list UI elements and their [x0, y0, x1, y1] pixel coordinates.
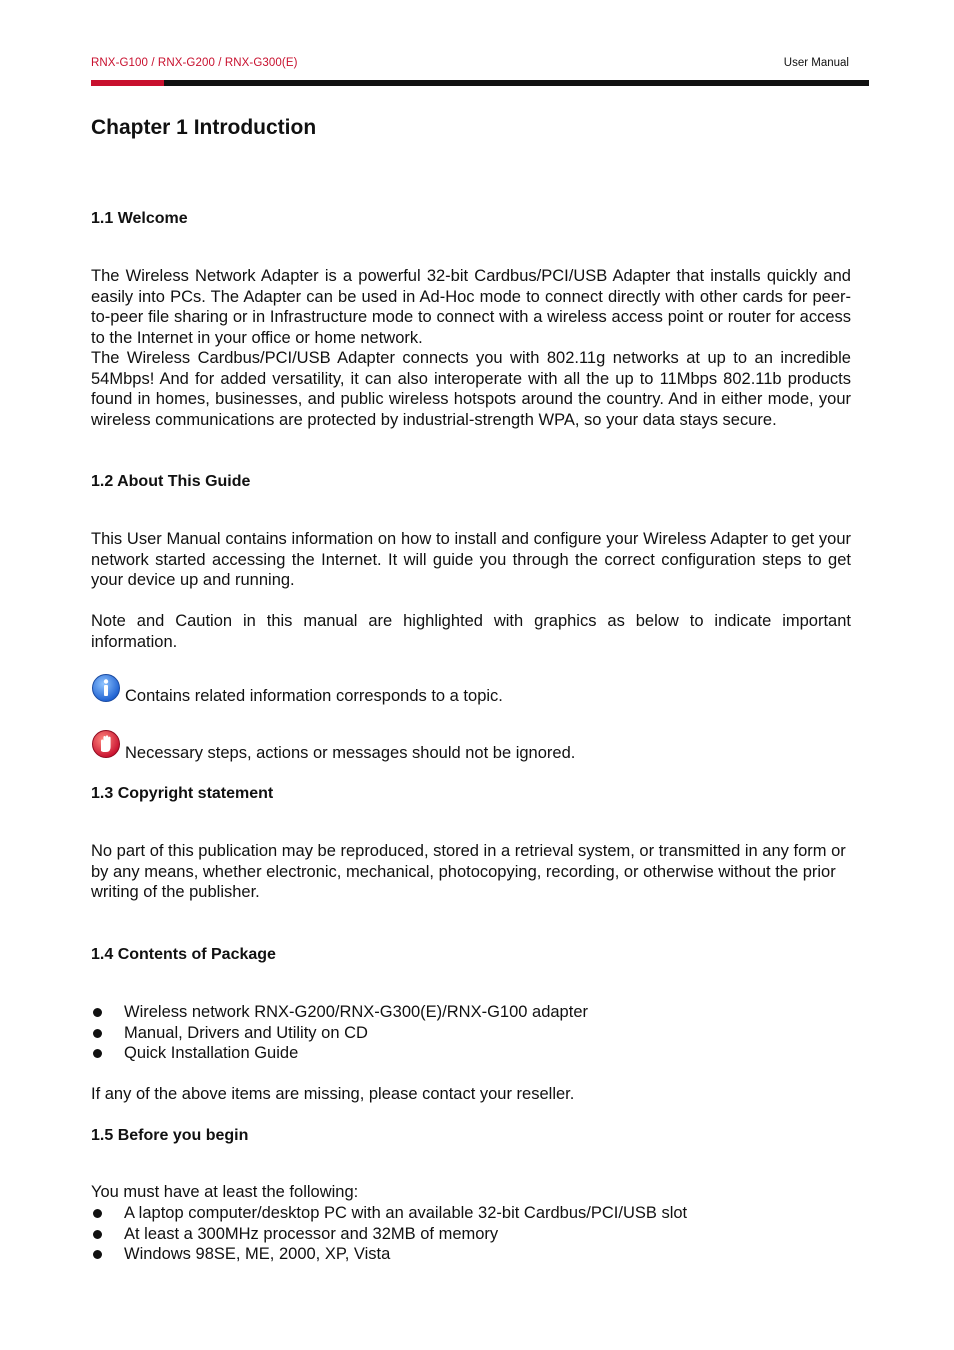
note-line — [91, 673, 851, 705]
list-item-text: Windows 98SE, ME, 2000, XP, Vista — [124, 1245, 391, 1264]
header-rule — [91, 80, 869, 86]
bullet-icon — [93, 1029, 102, 1038]
bullet-icon — [93, 1230, 102, 1239]
section-heading-welcome: 1.1 Welcome — [91, 210, 188, 227]
header-rule-accent — [91, 80, 164, 86]
caution-line — [91, 729, 851, 761]
list-item-text: Manual, Drivers and Utility on CD — [124, 1023, 368, 1042]
list-item — [91, 1002, 851, 1023]
section-heading-package: 1.4 Contents of Package — [91, 946, 276, 963]
chapter-title: Chapter 1 Introduction — [91, 116, 317, 139]
list-item — [91, 1203, 851, 1224]
bullet-icon — [93, 1049, 102, 1058]
bullet-icon — [93, 1209, 102, 1218]
header-model-names: RNX-G100 / RNX-G200 / RNX-G300(E) — [91, 57, 298, 69]
list-item-text: Quick Installation Guide — [124, 1044, 299, 1063]
requirements-list — [91, 1203, 851, 1265]
list-item-text: At least a 300MHz processor and 32MB of memory — [124, 1224, 499, 1243]
section-heading-before: 1.5 Before you begin — [91, 1127, 249, 1144]
about-paragraph-1: This User Manual contains information on how to install and configure your Wireless Adapter to get your network started accessing the Internet. It will guide you through the correct configuration steps to get your device up and running. — [91, 530, 851, 590]
bullet-icon — [93, 1250, 102, 1259]
about-paragraph-2: Note and Caution in this manual are highlighted with graphics as below to indicate important information. — [91, 612, 851, 651]
list-item-text: Wireless network RNX-G200/RNX-G300(E)/RNX-G100 adapter — [124, 1003, 588, 1021]
info-icon — [91, 673, 121, 703]
package-missing-note: If any of the above items are missing, please contact your reseller. — [91, 1085, 575, 1103]
package-list — [91, 1002, 851, 1064]
caution-text: Necessary steps, actions or messages should not be ignored. — [125, 744, 576, 762]
list-item — [91, 1244, 851, 1265]
list-item-text: A laptop computer/desktop PC with an available 32-bit Cardbus/PCI/USB slot — [124, 1204, 688, 1222]
section-heading-copyright: 1.3 Copyright statement — [91, 785, 274, 802]
list-item — [91, 1224, 851, 1245]
section-heading-about: 1.2 About This Guide — [91, 473, 251, 490]
bullet-icon — [93, 1008, 102, 1017]
before-intro: You must have at least the following: — [91, 1183, 359, 1201]
list-item — [91, 1023, 851, 1044]
list-item — [91, 1043, 851, 1064]
welcome-paragraph-1: The Wireless Network Adapter is a powerful 32-bit Cardbus/PCI/USB Adapter that installs quickly and easily into PCs. The Adapter can be used in Ad-Hoc mode to connect directly with other cards for peer-to-peer file sharing or in Infrastructure mode to connect with a wireless access point or router for access to the Internet in your office or home network. — [91, 267, 851, 347]
header-doc-type: User Manual — [783, 57, 849, 69]
welcome-paragraph-2: The Wireless Cardbus/PCI/USB Adapter connects you with 802.11g networks at up to an incredible 54Mbps! And for added versatility, it can also interoperate with all the up to 11Mbps 802.11b products found in homes, businesses, and public wireless hotspots around the country. And in either mode, your wireless communications are protected by industrial-strength WPA, so your data stays secure. — [91, 349, 851, 429]
note-text: Contains related information corresponds to a topic. — [125, 687, 503, 705]
stop-hand-icon — [91, 729, 121, 759]
copyright-paragraph: No part of this publication may be reproduced, stored in a retrieval system, or transmitted in any form or by any means, whether electronic, mechanical, photocopying, recording, or otherwise without the prior writing of the publisher. — [91, 842, 846, 902]
